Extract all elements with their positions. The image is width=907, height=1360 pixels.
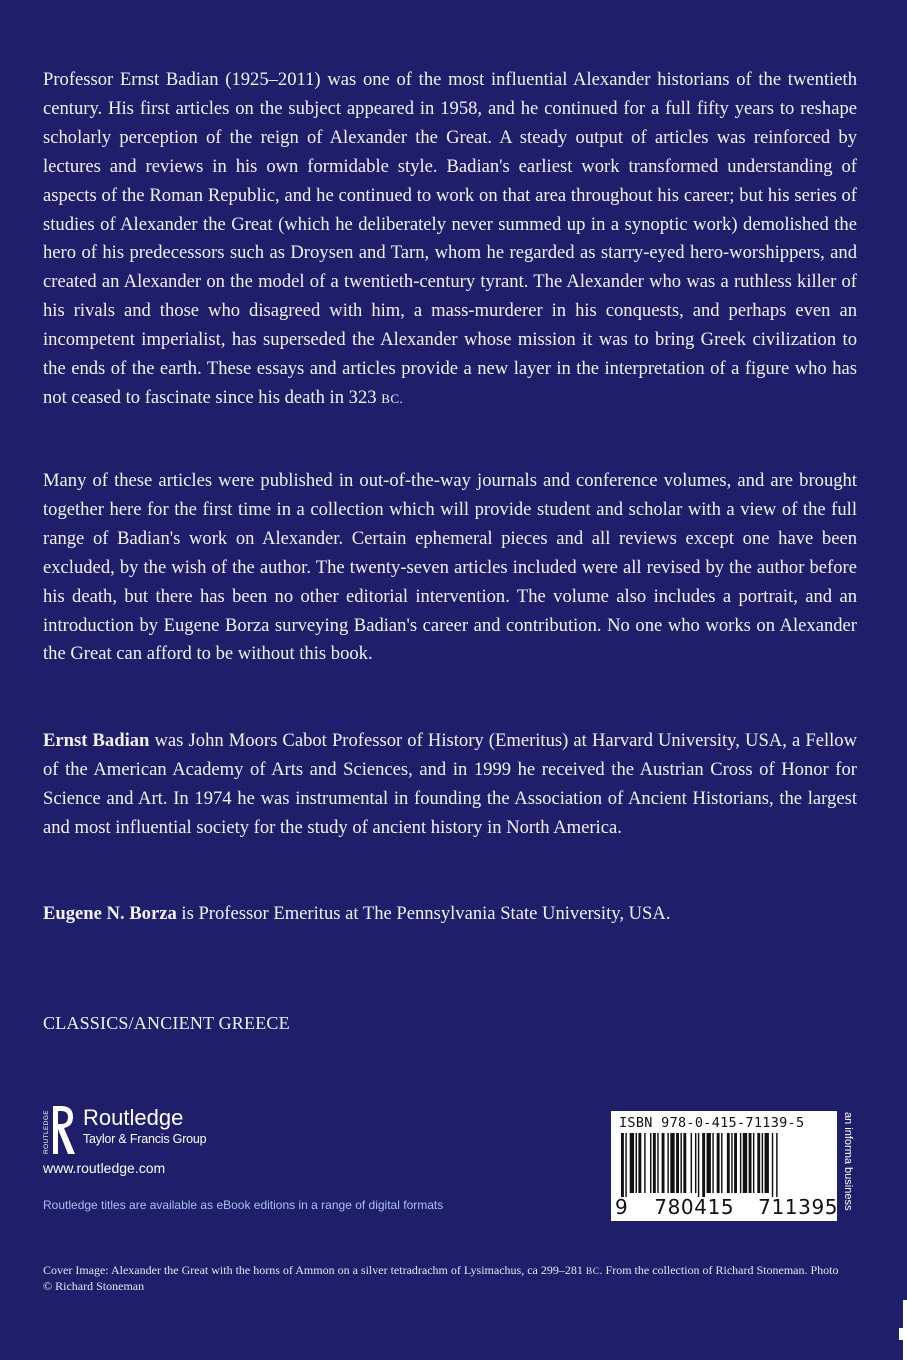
isbn-digits-group-1: 780415	[654, 1195, 735, 1219]
barcode-bar	[717, 1133, 720, 1193]
credit-text-2: . From the collection of Richard Stoneman. Photo © Richard Stoneman	[43, 1263, 839, 1293]
barcode-bar	[727, 1133, 730, 1193]
subject-category: CLASSICS/ANCIENT GREECE	[43, 1013, 290, 1033]
isbn-digit-first: 9	[615, 1195, 629, 1219]
ebook-availability-note: Routledge titles are available as eBook editions in a range of digital formats	[43, 1198, 444, 1212]
era-abbrev: BC.	[381, 390, 404, 406]
barcode-bar	[650, 1133, 651, 1193]
barcode-bar	[749, 1133, 752, 1193]
barcode-bar	[644, 1133, 645, 1193]
author-bio	[43, 727, 857, 843]
barcode-bar	[762, 1133, 763, 1193]
barcode-bar	[683, 1133, 686, 1193]
barcode-bar	[670, 1133, 674, 1193]
editor-bio-text: is Professor Emeritus at The Pennsylvania State University, USA.	[176, 903, 671, 924]
informa-tagline	[840, 1112, 854, 1222]
isbn-label: ISBN 978-0-415-71139-5	[619, 1115, 805, 1131]
publisher-website[interactable]: www.routledge.com	[43, 1160, 166, 1176]
barcode-bar	[772, 1133, 773, 1197]
isbn-barcode	[611, 1111, 837, 1221]
cover-image-credit	[43, 1263, 843, 1293]
barcode-bar	[657, 1133, 658, 1193]
barcode-bar	[698, 1133, 699, 1197]
barcode-bar	[731, 1133, 732, 1193]
publisher-name: Routledge	[83, 1105, 184, 1130]
barcode-bar	[753, 1133, 754, 1193]
barcode-bar	[776, 1133, 777, 1197]
barcode-bar	[653, 1133, 656, 1193]
credit-text-1: Cover Image: Alexander the Great with the horns of Ammon on a silver tetradrachm of Lysimachus, ca 299–281	[43, 1263, 583, 1277]
publisher-group: Taylor & Francis Group	[83, 1132, 207, 1146]
barcode-bar	[662, 1133, 665, 1193]
editor-bio	[43, 900, 857, 929]
editor-name: Eugene N. Borza	[43, 903, 177, 924]
barcode-bar	[638, 1133, 641, 1193]
barcode-bar	[636, 1133, 637, 1193]
isbn-digits	[615, 1195, 838, 1219]
barcode-bar	[765, 1133, 769, 1193]
barcode-bar	[702, 1133, 705, 1197]
barcode-bar	[734, 1133, 737, 1193]
barcode-bar	[707, 1133, 711, 1193]
barcode-bar	[695, 1133, 696, 1193]
publisher-logo	[43, 1104, 206, 1156]
barcode-bar	[740, 1133, 741, 1193]
barcode-bar	[757, 1133, 760, 1193]
barcode-bar	[680, 1133, 681, 1193]
barcode-bars	[619, 1133, 829, 1197]
credit-era: BC	[585, 1267, 600, 1277]
barcode-bar	[691, 1133, 692, 1193]
blurb-paragraph-1	[43, 66, 857, 414]
author-bio-text: was John Moors Cabot Professor of History (Emeritus) at Harvard University, USA, a Fellow of the American Academy of Arts and Sciences, and in 1999 he received the Austrian Cross of Honor for Science and Art. In 1974 he was instrumental in founding the Association of Ancient Historians, the largest and most influential society for the study of ancient history in North America.	[43, 730, 858, 838]
barcode-bar	[667, 1133, 668, 1193]
corner-mark-icon	[897, 1300, 907, 1360]
barcode-bar	[676, 1133, 679, 1193]
blurb-p1-text: Professor Ernst Badian (1925–2011) was one of the most influential Alexander historians of the twentieth century. His first articles on the subject appeared in 1958, and he continued for a full fifty years to reshape scholarly perception of the reign of Alexander the Great. A steady output of articles was reinforced by lectures and reviews in his own formidable style. Badian's earliest work transformed understanding of aspects of the Roman Republic, and he continued to work on that area throughout his career; but his series of studies of Alexander the Great (which he deliberately never summed up in a synoptic work) demolished the hero of his predecessors such as Droysen and Tarn, whom he regarded as starry-eyed hero-worshippers, and created an Alexander on the model of a twentieth-century tyrant. The Alexander who was a ruthless killer of his rivals and those who disagreed with him, a mass-murderer in his conquests, and perhaps even an incompetent imperialist, has superseded the Alexander whose mission it was to bring Greek civilization to the ends of the earth. These essays and articles provide a new layer in the interpretation of a figure who has not ceased to fascinate since his death in 323	[43, 69, 857, 408]
author-name: Ernst Badian	[43, 730, 150, 751]
barcode-bar	[721, 1133, 722, 1193]
barcode-bar	[621, 1133, 624, 1197]
barcode-bar	[630, 1133, 634, 1193]
isbn-digits-group-2: 711395	[758, 1195, 839, 1219]
routledge-logo-icon	[43, 1104, 77, 1156]
publisher-wordmark	[83, 1104, 206, 1146]
barcode-bar	[712, 1133, 713, 1193]
logo-vertical-wordmark: ROUTLEDGE	[43, 1109, 50, 1154]
blurb-paragraph-2: Many of these articles were published in out-of-the-way journals and conference volumes, and are brought together here for the first time in a collection which will provide student and scholar with a view of the full range of Badian's work on Alexander. Certain ephemeral pieces and all reviews except one have been excluded, by the wish of the author. The twenty-seven articles included were all revised by the author before his death, but there has been no other editorial intervention. The volume also includes a portrait, and an introduction by Eugene Borza surveying Badian's career and contribution. No one who works on Alexander the Great can afford to be without this book.	[43, 470, 857, 665]
barcode-bar	[743, 1133, 747, 1193]
barcode-bar	[625, 1133, 626, 1197]
informa-text: an informa business	[842, 1112, 854, 1211]
